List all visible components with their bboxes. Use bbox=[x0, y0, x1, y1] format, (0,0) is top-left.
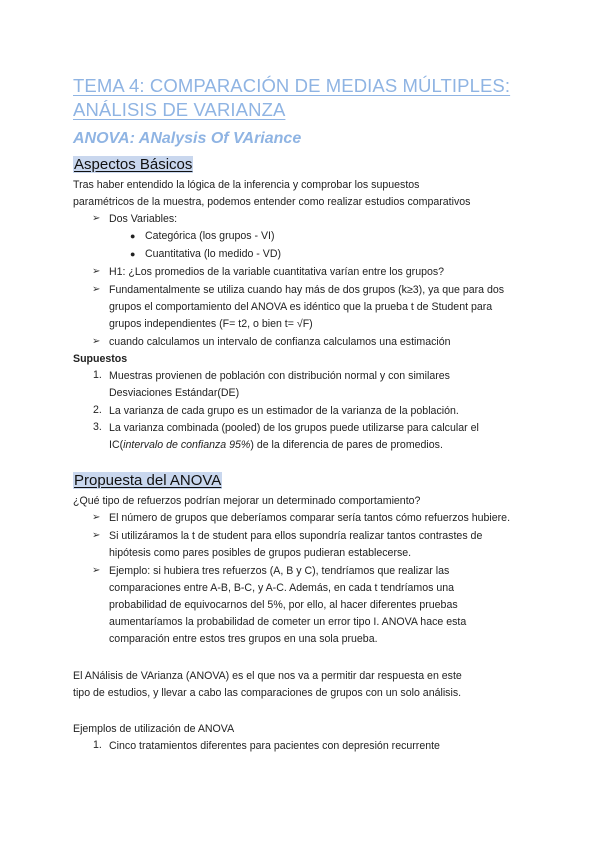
list-number: 1. bbox=[93, 369, 102, 381]
examples-label: Ejemplos de utilización de ANOVA bbox=[73, 723, 235, 735]
page-subtitle: ANOVA: ANalysis Of VAriance bbox=[73, 130, 302, 147]
propuesta-bullet-3-line-4: aumentaríamos la probabilidad de cometer un error tipo I. ANOVA hace esta bbox=[109, 616, 467, 628]
propuesta-bullet-1: El número de grupos que deberíamos comparar sería tantos cómo refuerzos hubiere. bbox=[109, 512, 511, 524]
dot-bullet-icon: ● bbox=[130, 249, 136, 259]
supuesto-1-line-1: Muestras provienen de población con distribución normal y con similares bbox=[109, 370, 450, 382]
bullet-dos-variables: Dos Variables: bbox=[109, 213, 178, 225]
intro-line-2: paramétricos de la muestra, podemos entender como realizar estudios comparativos bbox=[73, 196, 471, 208]
anova-paragraph-line-2: tipo de estudios, y llevar a cabo las comparaciones de grupos con un solo análisis. bbox=[73, 687, 462, 699]
bullet-grupos-line-2: grupos el comportamiento del ANOVA es idéntico que la prueba t de Student para bbox=[109, 301, 493, 313]
supuesto-3-line-1: La varianza combinada (pooled) de los grupos puede utilizarse para calcular el bbox=[109, 422, 479, 434]
propuesta-bullet-3-line-3: probabilidad de equivocarnos del 5%, por ello, al hacer diferentes pruebas bbox=[109, 599, 458, 611]
list-number: 2. bbox=[93, 404, 102, 416]
supuestos-label: Supuestos bbox=[73, 353, 128, 365]
bullet-h1: H1: ¿Los promedios de la variable cuantitativa varían entre los grupos? bbox=[109, 266, 445, 278]
propuesta-bullet-2-line-2: hipótesis como pares posibles de grupos pudieran establecerse. bbox=[109, 547, 412, 559]
propuesta-bullet-2-line-1: Si utilizáramos la t de student para ellos supondría realizar tantos contrastes de bbox=[109, 530, 483, 542]
section-heading-aspectos: Aspectos Básicos bbox=[74, 156, 193, 173]
arrow-bullet-icon: ➢ bbox=[92, 512, 101, 523]
section-heading-propuesta: Propuesta del ANOVA bbox=[74, 472, 222, 489]
sub-bullet-categorica: Categórica (los grupos - VI) bbox=[145, 230, 275, 242]
list-number: 1. bbox=[93, 739, 102, 751]
anova-paragraph-line-1: El ANálisis de VArianza (ANOVA) es el que nos va a permitir dar respuesta en este bbox=[73, 670, 462, 682]
sub-bullet-cuantitativa: Cuantitativa (lo medido - VD) bbox=[145, 248, 282, 260]
page-title: TEMA 4: COMPARACIÓN DE MEDIAS MÚLTIPLES: ANÁLISIS DE VARIANZA bbox=[73, 75, 511, 120]
supuesto-3-line-2: IC(intervalo de confianza 95%) de la diferencia de pares de promedios. bbox=[109, 439, 443, 451]
bullet-grupos-line-1: Fundamentalmente se utiliza cuando hay más de dos grupos (k≥3), ya que para dos bbox=[109, 284, 505, 296]
arrow-bullet-icon: ➢ bbox=[92, 565, 101, 576]
bullet-intervalo: cuando calculamos un intervalo de confianza calculamos una estimación bbox=[109, 336, 451, 348]
bullet-grupos-line-3: grupos independientes (F= t2, o bien t= √F) bbox=[109, 318, 313, 330]
propuesta-bullet-3-line-5: comparación entre estos tres grupos en una sola prueba. bbox=[109, 633, 378, 645]
dot-bullet-icon: ● bbox=[130, 231, 136, 241]
example-1: Cinco tratamientos diferentes para pacientes con depresión recurrente bbox=[109, 740, 440, 752]
arrow-bullet-icon: ➢ bbox=[92, 266, 101, 277]
propuesta-question: ¿Qué tipo de refuerzos podrían mejorar un determinado comportamiento? bbox=[73, 495, 421, 507]
propuesta-bullet-3-line-2: comparaciones entre A-B, B-C, y A-C. Además, en cada t tendríamos una bbox=[109, 582, 455, 594]
propuesta-bullet-3-line-1: Ejemplo: si hubiera tres refuerzos (A, B y C), tendríamos que realizar las bbox=[109, 565, 450, 577]
arrow-bullet-icon: ➢ bbox=[92, 530, 101, 541]
arrow-bullet-icon: ➢ bbox=[92, 336, 101, 347]
arrow-bullet-icon: ➢ bbox=[92, 213, 101, 224]
intro-line-1: Tras haber entendido la lógica de la inferencia y comprobar los supuestos bbox=[73, 179, 420, 191]
supuesto-1-line-2: Desviaciones Estándar(DE) bbox=[109, 387, 240, 399]
arrow-bullet-icon: ➢ bbox=[92, 284, 101, 295]
supuesto-2: La varianza de cada grupo es un estimador de la varianza de la población. bbox=[109, 405, 459, 417]
list-number: 3. bbox=[93, 421, 102, 433]
